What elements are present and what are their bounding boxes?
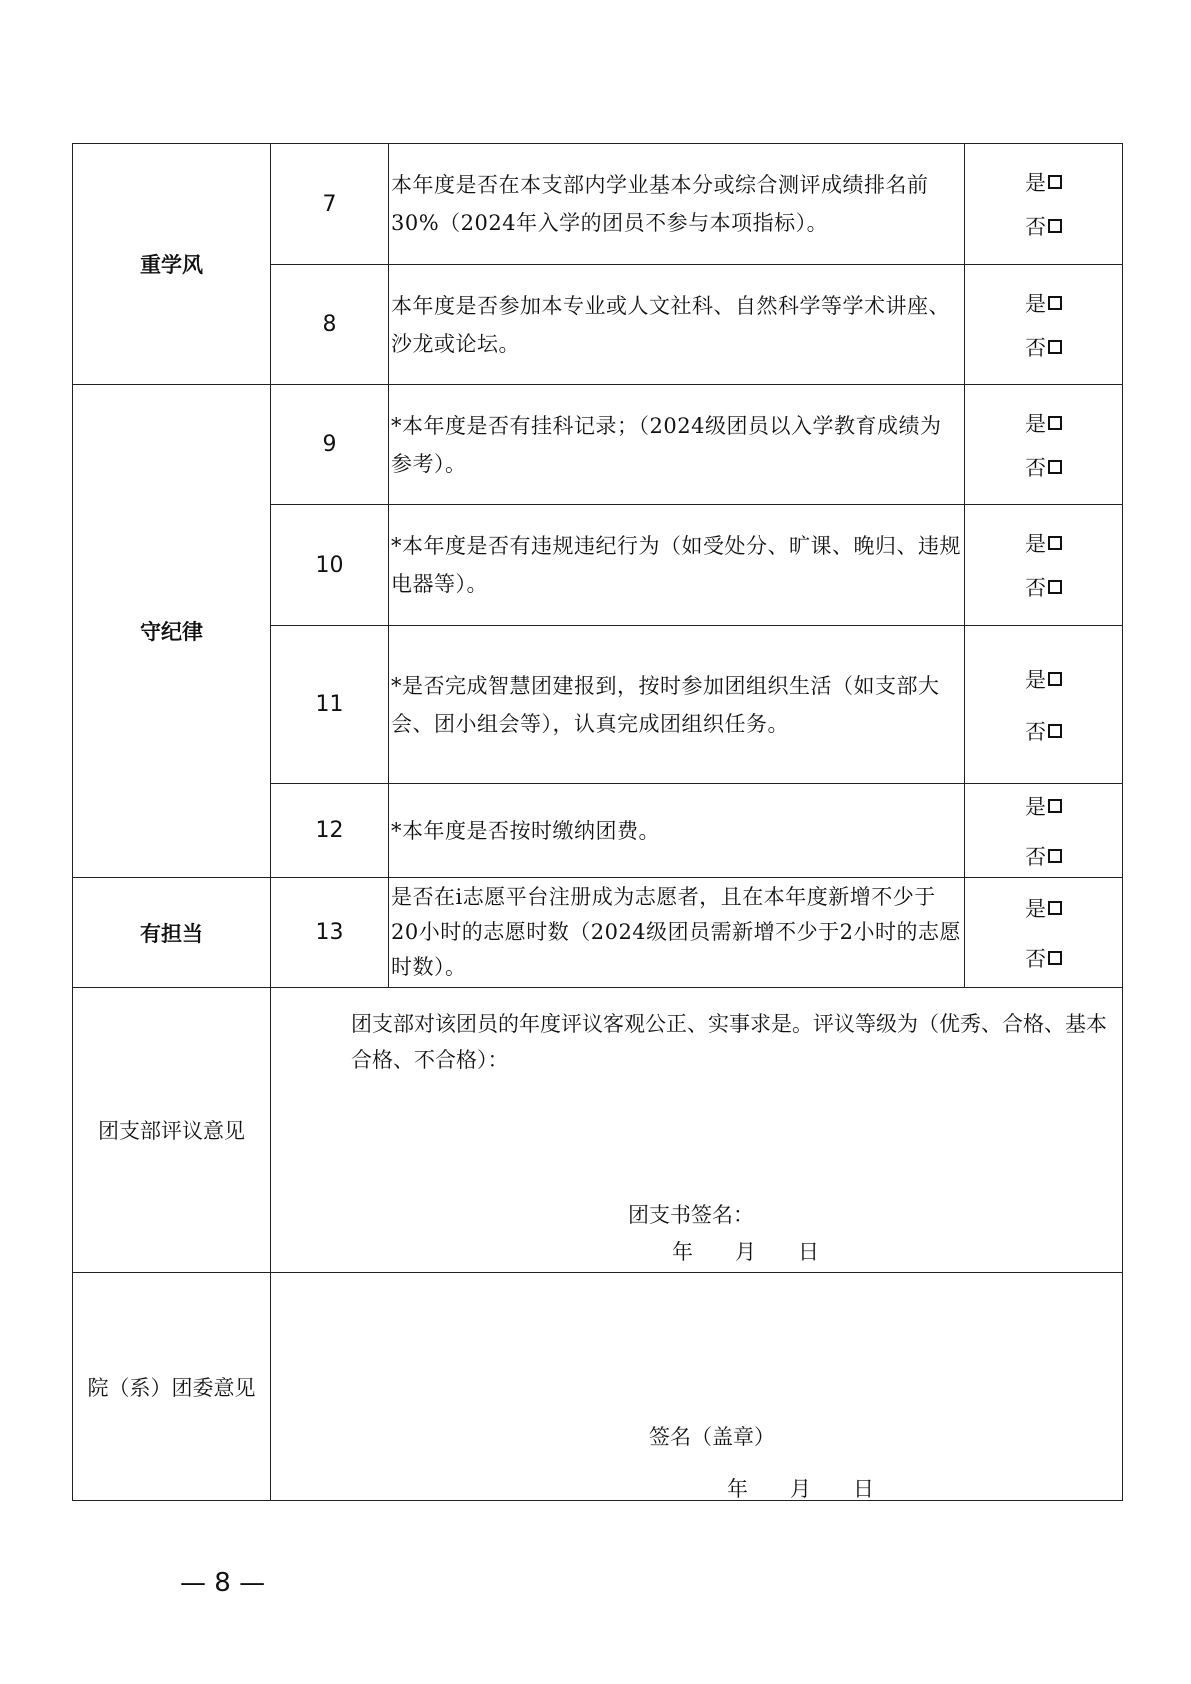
no-option[interactable]: 否: [965, 716, 1122, 746]
checkbox[interactable]: [1048, 672, 1062, 686]
checkbox[interactable]: [1048, 799, 1062, 813]
yes-option[interactable]: 是: [965, 288, 1122, 318]
no-option[interactable]: 否: [965, 841, 1122, 871]
item-number: 13: [271, 878, 389, 988]
yes-no-cell: [965, 265, 1123, 385]
yes-option[interactable]: 是: [965, 893, 1122, 923]
page-number: — 8 —: [180, 1568, 266, 1598]
yes-option[interactable]: 是: [965, 408, 1122, 438]
yes-no-cell: [965, 144, 1123, 265]
college-signature: 签名（盖章）: [649, 1425, 775, 1449]
item-text: 本年度是否在本支部内学业基本分或综合测评成绩排名前30%（2024年入学的团员不参与本项指标）。: [389, 144, 965, 265]
table-row: [73, 144, 1123, 265]
table-row: [73, 385, 1123, 505]
item-number: 7: [271, 144, 389, 265]
college-date: 年 月 日: [727, 1477, 874, 1501]
checkbox[interactable]: [1048, 724, 1062, 738]
item-text: 本年度是否参加本专业或人文社科、自然科学等学术讲座、沙龙或论坛。: [389, 265, 965, 385]
item-text: *本年度是否有违规违纪行为（如受处分、旷课、晚归、违规电器等）。: [389, 505, 965, 626]
item-number: 12: [271, 784, 389, 878]
yes-option[interactable]: 是: [965, 167, 1122, 197]
branch-opinion-cell: [271, 988, 1123, 1273]
no-option[interactable]: 否: [965, 572, 1122, 602]
evaluation-table: [72, 143, 1123, 1501]
table-row: [73, 1273, 1123, 1501]
table-row: [73, 878, 1123, 988]
yes-no-cell: [965, 878, 1123, 988]
no-option[interactable]: 否: [965, 452, 1122, 482]
yes-no-cell: [965, 385, 1123, 505]
checkbox[interactable]: [1048, 580, 1062, 594]
college-opinion-cell: [271, 1273, 1123, 1501]
checkbox[interactable]: [1048, 219, 1062, 233]
category-discipline: 守纪律: [73, 385, 271, 878]
category-responsibility: 有担当: [73, 878, 271, 988]
item-text: 是否在i志愿平台注册成为志愿者，且在本年度新增不少于20小时的志愿时数（2024级团员需新增不少于2小时的志愿时数）。: [389, 878, 965, 988]
branch-secretary-signature: 团支书签名：: [628, 1203, 754, 1227]
college-opinion-label: 院（系）团委意见: [73, 1273, 271, 1501]
checkbox[interactable]: [1048, 175, 1062, 189]
yes-option[interactable]: 是: [965, 528, 1122, 558]
checkbox[interactable]: [1048, 460, 1062, 474]
yes-no-cell: [965, 784, 1123, 878]
table-row: [73, 988, 1123, 1273]
no-option[interactable]: 否: [965, 332, 1122, 362]
yes-no-cell: [965, 505, 1123, 626]
checkbox[interactable]: [1048, 849, 1062, 863]
item-number: 8: [271, 265, 389, 385]
item-number: 10: [271, 505, 389, 626]
yes-no-cell: [965, 626, 1123, 784]
checkbox[interactable]: [1048, 416, 1062, 430]
branch-opinion-text: 团支部对该团员的年度评议客观公正、实事求是。评议等级为（优秀、合格、基本合格、不合格）：: [351, 1012, 1107, 1072]
item-text: *是否完成智慧团建报到，按时参加团组织生活（如支部大会、团小组会等），认真完成团组织任务。: [389, 626, 965, 784]
category-study: 重学风: [73, 144, 271, 385]
branch-date: 年 月 日: [672, 1240, 819, 1264]
checkbox[interactable]: [1048, 901, 1062, 915]
item-number: 11: [271, 626, 389, 784]
item-text: *本年度是否有挂科记录；（2024级团员以入学教育成绩为参考）。: [389, 385, 965, 505]
yes-option[interactable]: 是: [965, 791, 1122, 821]
item-text: *本年度是否按时缴纳团费。: [389, 784, 965, 878]
checkbox[interactable]: [1048, 296, 1062, 310]
checkbox[interactable]: [1048, 340, 1062, 354]
yes-option[interactable]: 是: [965, 664, 1122, 694]
checkbox[interactable]: [1048, 536, 1062, 550]
no-option[interactable]: 否: [965, 211, 1122, 241]
branch-opinion-label: 团支部评议意见: [73, 988, 271, 1273]
checkbox[interactable]: [1048, 951, 1062, 965]
no-option[interactable]: 否: [965, 943, 1122, 973]
item-number: 9: [271, 385, 389, 505]
